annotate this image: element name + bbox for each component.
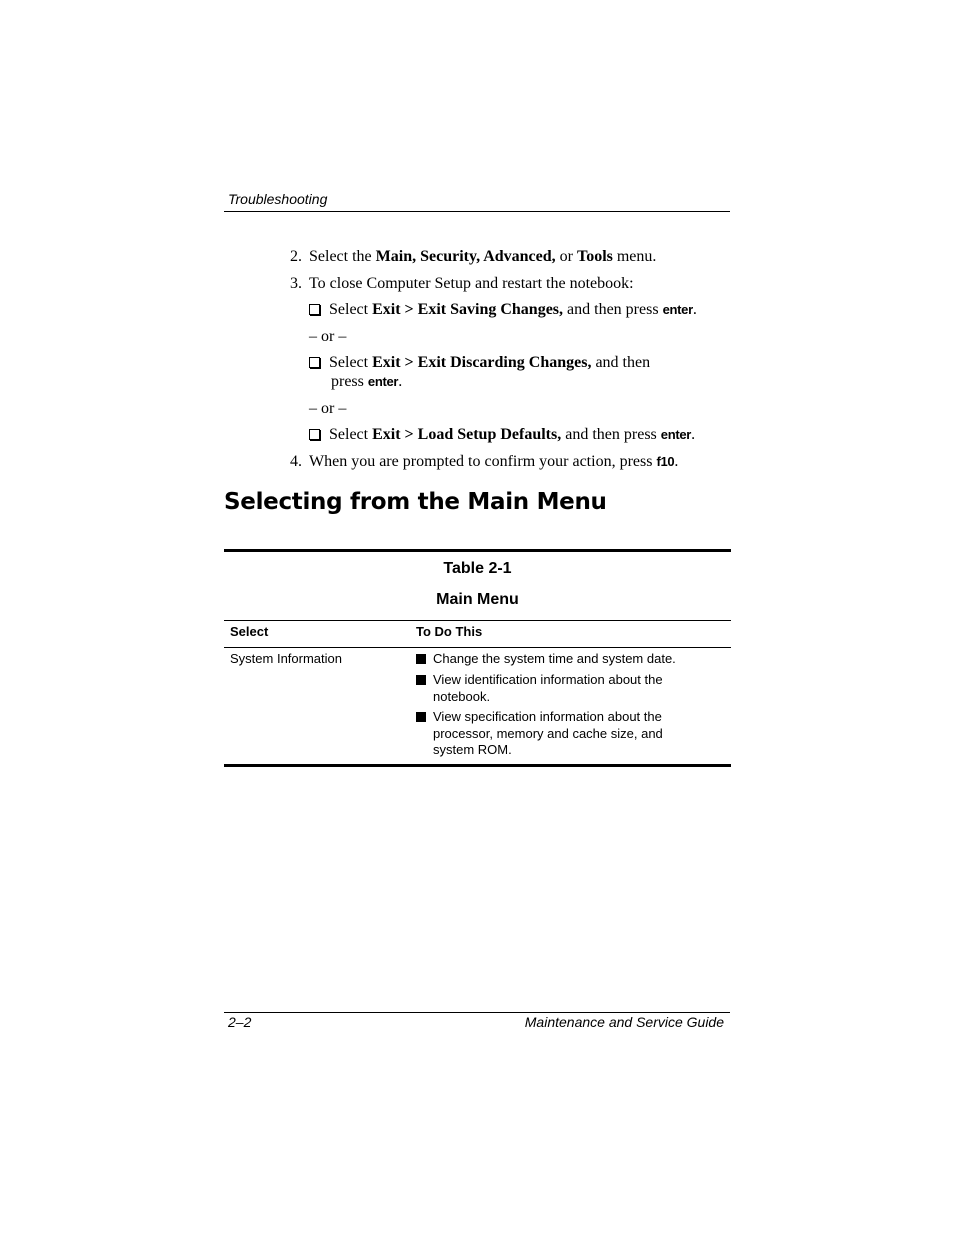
step-number: 2.	[290, 248, 302, 265]
option-exit-saving: Select Exit > Exit Saving Changes, and then press enter.	[309, 301, 697, 319]
tools-menu-name: Tools	[576, 248, 613, 265]
checkbox-bullet-icon	[309, 357, 320, 368]
step-number: 4.	[290, 453, 302, 470]
option-exit-discarding: Select Exit > Exit Discarding Changes, and then	[309, 354, 650, 372]
header-rule	[224, 211, 730, 212]
footer-guide-title: Maintenance and Service Guide	[524, 1014, 724, 1030]
table-row-select: System Information	[230, 651, 342, 666]
footer-rule	[224, 1012, 730, 1013]
or-separator: – or –	[309, 328, 347, 345]
footer-page-number: 2–2	[228, 1014, 252, 1030]
table-header-bottom-rule	[224, 647, 731, 648]
running-header: Troubleshooting	[228, 191, 328, 207]
section-heading: Selecting from the Main Menu	[224, 489, 607, 515]
square-bullet-icon	[416, 675, 426, 685]
key-f10: f10	[656, 454, 675, 469]
step-4: 4. When you are prompted to confirm your action, press f10.	[290, 453, 679, 470]
table-header-rule	[224, 620, 731, 621]
column-header-to-do-this: To Do This	[416, 624, 483, 639]
square-bullet-icon	[416, 712, 426, 722]
checkbox-bullet-icon	[309, 429, 320, 440]
table-bottom-rule	[224, 764, 731, 767]
step-number: 3.	[290, 275, 302, 292]
menu-names: Main, Security, Advanced,	[375, 248, 556, 265]
checkbox-bullet-icon	[309, 304, 320, 315]
option-exit-discarding-line2: press enter.	[331, 373, 403, 390]
table-title: Main Menu	[436, 591, 519, 608]
key-enter: enter	[662, 302, 693, 317]
table-number: Table 2-1	[443, 560, 512, 577]
square-bullet-icon	[416, 654, 426, 664]
column-header-select: Select	[230, 624, 269, 639]
option-load-defaults: Select Exit > Load Setup Defaults, and then press enter.	[309, 426, 695, 444]
step-3: 3. To close Computer Setup and restart the notebook:	[290, 275, 634, 292]
table-row-bullet: Change the system time and system date.	[416, 651, 706, 668]
or-separator: – or –	[309, 400, 347, 417]
table-row-bullet: View identification information about the notebook.	[416, 672, 706, 705]
table-top-rule	[224, 549, 731, 552]
key-enter: enter	[660, 427, 692, 442]
step-2: 2. Select the Main, Security, Advanced, or Tools menu.	[290, 248, 657, 265]
table-row-bullet: View specification information about the processor, memory and cache size, and system ROM.	[416, 709, 706, 759]
key-enter: enter	[367, 374, 399, 389]
